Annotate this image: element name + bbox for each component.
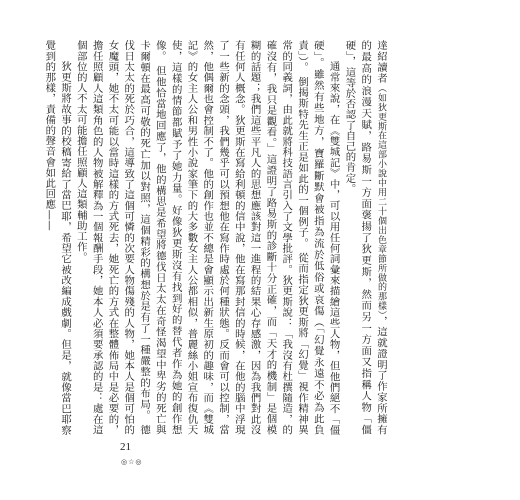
- paragraph-text: 狄更斯將故事的校稿寄給了當巴耶，希望它被改編成戲劇。但是，就像當巴耶察覺到的那樣，責備的聲音會如此回應——: [43, 40, 72, 435]
- page-number: 21: [120, 441, 131, 453]
- paragraph-text: ，這就證明了作家所擁有的最高的浪漫天賦，路易斯一方面褒揚了狄更斯，然而另一方面又指稱人物「僵硬」，這等於否認了自己的肯定。: [343, 40, 387, 436]
- paragraph-text: 達紹讀者: [375, 40, 387, 84]
- body-text: [43, 40, 388, 436]
- footer-ornament: ◎☆◎: [121, 458, 143, 466]
- paragraph: [72, 40, 341, 435]
- paragraph-text: 通常來說，在《雙城記》中，可以用任何詞彙來描繪這些人物，但他們絕不「僵硬」。雖然有些地方，寶羅斷默會被指為流於低俗或哀傷（「幻覺永遠不必為此負責」）。 倒揭斯特先生正是如此的一個例子。 從而指定狄更斯將「幻覺」視作精神異常的同義詞，由此就將科技語言引入了文學批評。狄更斯說：「我沒有杜撰隨造，的確沒有，我只是觀看。」這證明了路易斯的診斷十分正確，而「天才的機制」是個模糊的話題；我們這些平凡人的思想應該對這一進程的結果心存感激，因為我們對此沒有任何人概念。狄更斯在寫給利頓的信中說，他在寫那封信的時候，在他的腦中浮現了一些新的念頭，我們幾乎可以預想他在寫作時處於何種狀態。反而會可以控制，當然，他偶爾也會控制不了。他的創作也並不總是會顯示出新生原初的趣味，而《雙城記》的女主人公和男性小說家筆下的大多數女主人公都相似，普麗絲小姐宣布復仇天使，這樣的情節都賦予了她力量。好像狄更斯沒有找到好的替代者作為她的創作想像。 但他恰當地回應了，他的構思是希望將德伐日太太在奇怪渴望中卑劣的死亡與卡爾頓在最高可敬的死亡加以對照，這個精彩的構想於是有了一種嚴整的布局。 德伐日太太的死於巧合，這導致了這個可憐的次要人物傷殘的人物，她本人是個可怕的女魔頭，她不太可能以當時這樣的方式死去，她死亡的方式在整體佈局中是必要的，擔任照顧人這類角色的人物被解釋為一個報酬手段，她本人必須要承認的是：處在這個部位的人不太可能擔任照顧人這類輔助工作。: [74, 40, 340, 435]
- paragraph: [341, 40, 388, 435]
- paragraph: [40, 40, 72, 435]
- inline-note: （如狄更斯在這部小說中用二十個出色章節所做的那樣）: [376, 83, 386, 316]
